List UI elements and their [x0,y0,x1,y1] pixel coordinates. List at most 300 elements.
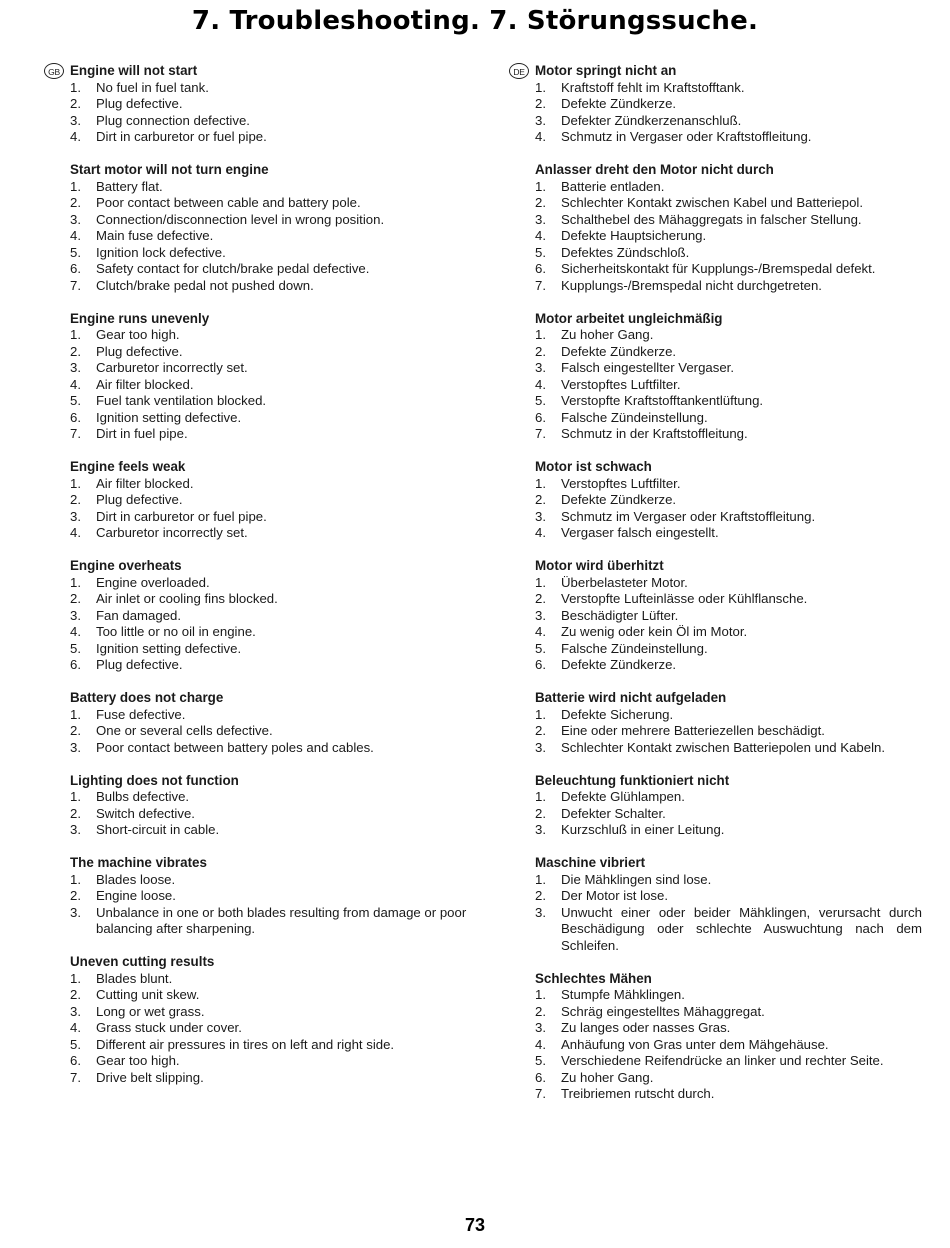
cause-list [509,179,922,295]
cause-text: Schalthebel des Mähaggregats in falscher Stellung. [561,211,862,227]
cause-item [44,261,474,278]
cause-number: 6. [70,1053,81,1068]
cause-number: 5. [70,1036,81,1052]
cause-number: 1. [70,871,81,887]
cause-text: Kupplungs-/Bremspedal nicht durchgetreten. [561,277,822,293]
troubleshooting-section [44,459,474,542]
cause-text: Switch defective. [96,805,195,821]
section-spacer [509,674,922,691]
cause-number: 2. [70,195,81,210]
cause-number: 4. [535,228,546,243]
cause-item [44,608,474,625]
cause-text: Fuel tank ventilation blocked. [96,393,267,408]
cause-number: 1. [535,987,546,1002]
cause-item [44,872,474,889]
cause-text: Anhäufung von Gras unter dem Mähgehäuse. [561,1036,829,1052]
section-heading [44,954,474,971]
cause-item [44,707,474,724]
cause-item [509,657,922,674]
cause-text: Long or wet grass. [96,1003,205,1019]
cause-item [509,228,922,245]
cause-number: 6. [535,1069,546,1085]
section-heading-text: The machine vibrates [70,855,207,870]
section-spacer [509,294,922,311]
cause-item [509,360,922,377]
cause-item [509,212,922,229]
german-column [509,63,922,1103]
cause-item [509,426,922,443]
cause-number: 3. [535,211,546,227]
language-badge: DE [509,63,529,79]
cause-number: 1. [535,789,546,804]
cause-text: Verstopfte Lufteinlässe oder Kühlflansche. [561,591,808,606]
cause-text: Dirt in fuel pipe. [96,426,188,441]
cause-number: 3. [535,360,546,375]
cause-number: 1. [535,706,546,722]
cause-item [509,80,922,97]
cause-text: Ignition lock defective. [96,244,226,260]
cause-item [44,96,474,113]
troubleshooting-section [509,162,922,294]
english-column [44,63,474,1086]
cause-number: 5. [535,244,546,260]
cause-number: 3. [70,211,81,227]
cause-text: Schmutz im Vergaser oder Kraftstoffleitung. [561,508,816,524]
cause-item [44,344,474,361]
cause-item [44,476,474,493]
cause-item [509,261,922,278]
cause-list [44,971,474,1087]
cause-item [44,1070,474,1087]
cause-number: 6. [535,409,546,425]
cause-list [44,872,474,938]
section-spacer [509,954,922,971]
cause-list [44,789,474,839]
cause-item [509,476,922,493]
cause-item [44,740,474,757]
section-heading-text: Motor wird überhitzt [535,558,664,573]
cause-item [44,393,474,410]
section-heading-text: Engine will not start [70,63,198,78]
section-heading [509,459,922,476]
cause-text: Engine overloaded. [96,574,210,590]
cause-text: One or several cells defective. [96,723,273,738]
section-heading [509,63,922,80]
cause-text: Drive belt slipping. [96,1069,204,1085]
cause-text: Bulbs defective. [96,789,190,804]
cause-item [44,245,474,262]
cause-number: 4. [535,1036,546,1052]
cause-item [44,575,474,592]
section-heading-text: Engine feels weak [70,459,186,474]
cause-text: Connection/disconnection level in wrong position. [96,211,385,227]
cause-text: Schmutz in der Kraftstoffleitung. [561,426,748,441]
cause-item [44,278,474,295]
section-spacer [44,839,474,856]
cause-number: 3. [535,1020,546,1035]
cause-number: 7. [535,1086,546,1101]
cause-item [44,179,474,196]
cause-list [509,476,922,542]
cause-text: Verstopfte Kraftstofftankentlüftung. [561,393,764,408]
cause-list [44,575,474,674]
cause-item [509,1020,922,1037]
section-heading-text: Schlechtes Mähen [535,970,652,986]
cause-item [509,624,922,641]
cause-number: 4. [70,1020,81,1035]
cause-item [44,360,474,377]
cause-text: Engine loose. [96,888,176,903]
cause-number: 5. [535,393,546,408]
section-heading-text: Start motor will not turn engine [70,162,269,177]
cause-number: 2. [70,343,81,359]
cause-text: Fuse defective. [96,706,186,722]
section-heading [509,558,922,575]
cause-text: Air filter blocked. [96,475,194,491]
cause-text: Kraftstoff fehlt im Kraftstofftank. [561,79,745,95]
cause-item [44,80,474,97]
section-spacer [44,443,474,460]
cause-item [509,888,922,905]
cause-number: 5. [535,640,546,656]
cause-number: 2. [535,888,546,903]
troubleshooting-section [509,690,922,756]
cause-text: Too little or no oil in engine. [96,624,256,639]
cause-item [509,113,922,130]
cause-text: Defekte Zündkerze. [561,492,677,507]
cause-number: 7. [535,277,546,293]
cause-number: 1. [70,706,81,722]
cause-number: 3. [535,607,546,623]
cause-number: 1. [70,789,81,804]
cause-number: 4. [70,129,81,144]
section-heading-text: Engine overheats [70,558,182,573]
cause-text: Poor contact between cable and battery pole. [96,195,361,210]
cause-item [509,195,922,212]
cause-text: Verschiedene Reifendrücke an linker und rechter Seite. [561,1053,884,1068]
cause-number: 6. [70,409,81,425]
troubleshooting-section [509,855,922,954]
cause-number: 2. [535,195,546,210]
cause-item [44,806,474,823]
section-spacer [44,674,474,691]
cause-number: 1. [70,178,81,194]
cause-text: Plug connection defective. [96,112,250,128]
cause-number: 7. [70,277,81,293]
troubleshooting-section [44,954,474,1086]
cause-number: 3. [70,360,81,375]
cause-text: Grass stuck under cover. [96,1020,242,1035]
troubleshooting-section [509,558,922,674]
cause-number: 7. [70,1069,81,1085]
troubleshooting-section [44,311,474,443]
cause-text: Schmutz in Vergaser oder Kraftstoffleitung. [561,129,812,144]
cause-item [509,245,922,262]
section-spacer [44,294,474,311]
section-heading [509,162,922,179]
cause-text: Poor contact between battery poles and cables. [96,739,374,755]
cause-item [44,113,474,130]
cause-text: Unwucht einer oder beider Mähklingen, verursacht durch Beschädigung oder schlechte Auswuchtung nach dem Schleifen. [561,904,922,953]
cause-list [509,987,922,1103]
cause-number: 4. [70,376,81,392]
section-heading [44,558,474,575]
section-heading-text: Motor springt nicht an [535,63,677,78]
cause-item [509,492,922,509]
cause-item [509,278,922,295]
cause-text: Ignition setting defective. [96,640,242,656]
cause-number: 2. [70,591,81,606]
cause-item [509,905,922,955]
section-heading [509,690,922,707]
section-heading [44,311,474,328]
cause-item [509,179,922,196]
cause-text: Defekte Zündkerze. [561,96,677,111]
cause-number: 3. [70,112,81,128]
cause-item [44,327,474,344]
cause-number: 1. [70,327,81,342]
cause-list [44,476,474,542]
section-spacer [509,756,922,773]
section-heading [44,162,474,179]
cause-text: Plug defective. [96,657,183,672]
section-heading-text: Battery does not charge [70,690,224,705]
cause-text: Defekte Hauptsicherung. [561,228,707,243]
cause-text: Main fuse defective. [96,228,214,243]
section-heading-text: Engine runs unevenly [70,310,210,326]
cause-item [509,1086,922,1103]
cause-item [509,575,922,592]
cause-text: Plug defective. [96,343,183,359]
cause-number: 2. [535,591,546,606]
cause-text: Clutch/brake pedal not pushed down. [96,277,314,293]
cause-item [509,822,922,839]
cause-number: 2. [535,805,546,821]
cause-text: Blades loose. [96,871,176,887]
cause-text: Vergaser falsch eingestellt. [561,525,719,540]
cause-text: Defektes Zündschloß. [561,244,690,260]
cause-text: Carburetor incorrectly set. [96,525,248,540]
troubleshooting-section [509,311,922,443]
troubleshooting-section [44,773,474,839]
cause-item [44,657,474,674]
cause-text: Beschädigter Lüfter. [561,607,679,623]
cause-item [509,1037,922,1054]
cause-number: 5. [70,244,81,260]
cause-number: 3. [70,607,81,623]
cause-list [509,789,922,839]
cause-item [44,723,474,740]
troubleshooting-section [509,459,922,542]
cause-item [44,624,474,641]
cause-number: 2. [70,888,81,903]
cause-text: Zu langes oder nasses Gras. [561,1020,731,1035]
cause-text: Defekter Zündkerzenanschluß. [561,112,742,128]
cause-item [509,393,922,410]
page-title: 7. Troubleshooting. 7. Störungssuche. [191,6,759,36]
cause-list [509,327,922,443]
cause-item [509,641,922,658]
troubleshooting-section [44,558,474,674]
cause-text: Dirt in carburetor or fuel pipe. [96,508,267,524]
cause-text: Short-circuit in cable. [96,822,220,837]
cause-item [44,509,474,526]
cause-number: 4. [535,129,546,144]
cause-number: 1. [70,970,81,986]
section-heading [509,855,922,872]
cause-number: 3. [535,822,546,837]
cause-number: 6. [535,261,546,276]
cause-number: 5. [70,393,81,408]
cause-list [44,179,474,295]
cause-item [509,1053,922,1070]
cause-item [44,525,474,542]
cause-item [44,426,474,443]
cause-item [509,525,922,542]
cause-text: Fan damaged. [96,607,182,623]
cause-text: Defekte Glühlampen. [561,789,685,804]
cause-number: 4. [70,525,81,540]
section-heading-text: Lighting does not function [70,772,239,788]
cause-text: Die Mähklingen sind lose. [561,871,712,887]
section-spacer [44,542,474,559]
cause-text: Defekte Sicherung. [561,706,674,722]
cause-text: Zu wenig oder kein Öl im Motor. [561,624,748,639]
cause-number: 4. [70,228,81,243]
page-number: 73 [464,1215,486,1235]
cause-item [509,707,922,724]
cause-number: 4. [535,624,546,639]
cause-text: Safety contact for clutch/brake pedal defective. [96,261,370,276]
cause-item [44,492,474,509]
cause-text: Plug defective. [96,96,183,111]
troubleshooting-section [44,855,474,938]
cause-list [44,707,474,757]
section-heading-text: Motor ist schwach [535,459,652,474]
cause-number: 6. [535,657,546,672]
cause-text: Sicherheitskontakt für Kupplungs-/Bremspedal defekt. [561,261,876,276]
cause-item [509,1004,922,1021]
cause-number: 1. [535,79,546,95]
cause-number: 2. [70,987,81,1002]
cause-list [509,872,922,955]
section-spacer [509,443,922,460]
cause-text: Schlechter Kontakt zwischen Batteriepolen und Kabeln. [561,739,886,755]
cause-number: 1. [535,178,546,194]
section-heading [509,773,922,790]
section-heading [509,971,922,988]
cause-number: 2. [70,96,81,111]
troubleshooting-section [44,690,474,756]
cause-text: Schlechter Kontakt zwischen Kabel und Batteriepol. [561,195,864,210]
section-heading-text: Uneven cutting results [70,954,215,969]
cause-item [509,377,922,394]
cause-item [509,740,922,757]
section-heading [44,63,474,80]
section-spacer [509,542,922,559]
cause-number: 6. [70,657,81,672]
cause-number: 5. [535,1053,546,1068]
section-heading-text: Beleuchtung funktioniert nicht [535,772,730,788]
cause-text: Falsch eingestellter Vergaser. [561,360,734,375]
cause-text: Plug defective. [96,492,183,507]
cause-number: 1. [535,327,546,342]
cause-text: Stumpfe Mähklingen. [561,987,685,1002]
cause-item [44,1020,474,1037]
cause-item [509,509,922,526]
cause-list [509,575,922,674]
cause-item [509,987,922,1004]
section-heading-text: Batterie wird nicht aufgeladen [535,690,727,705]
cause-text: Verstopftes Luftfilter. [561,475,681,491]
cause-item [509,723,922,740]
cause-number: 7. [535,426,546,441]
cause-text: Different air pressures in tires on left and right side. [96,1036,395,1052]
cause-number: 3. [70,904,81,920]
language-badge: GB [44,63,64,79]
cause-number: 7. [70,426,81,441]
cause-number: 2. [535,723,546,738]
troubleshooting-section [509,773,922,839]
cause-text: Verstopftes Luftfilter. [561,376,681,392]
cause-number: 3. [535,739,546,755]
cause-text: Battery flat. [96,178,163,194]
cause-text: Blades blunt. [96,970,173,986]
section-heading [509,311,922,328]
cause-number: 3. [70,1003,81,1019]
cause-number: 4. [535,525,546,540]
cause-text: Ignition setting defective. [96,409,242,425]
cause-item [509,789,922,806]
cause-item [509,608,922,625]
cause-text: Schräg eingestelltes Mähaggregat. [561,1003,765,1019]
cause-item [509,129,922,146]
cause-text: Gear too high. [96,327,180,342]
troubleshooting-section [44,63,474,146]
cause-item [44,822,474,839]
cause-number: 6. [70,261,81,276]
cause-number: 1. [70,574,81,590]
cause-text: Eine oder mehrere Batteriezellen beschädigt. [561,723,825,738]
section-heading-text: Anlasser dreht den Motor nicht durch [535,162,774,177]
section-heading-text: Motor arbeitet ungleichmäßig [535,310,723,326]
cause-number: 1. [535,574,546,590]
cause-number: 3. [70,508,81,524]
cause-item [44,789,474,806]
cause-item [509,410,922,427]
cause-number: 2. [70,492,81,507]
cause-number: 2. [535,1003,546,1019]
cause-number: 2. [535,343,546,359]
section-heading [44,855,474,872]
cause-text: Air inlet or cooling fins blocked. [96,591,278,606]
cause-number: 2. [70,723,81,738]
section-spacer [509,839,922,856]
section-heading [44,459,474,476]
cause-text: Der Motor ist lose. [561,888,668,903]
troubleshooting-section [509,63,922,146]
cause-item [44,1037,474,1054]
troubleshooting-section [509,971,922,1103]
cause-text: Defekter Schalter. [561,805,666,821]
cause-text: Überbelasteter Motor. [561,574,688,590]
cause-number: 3. [535,904,546,920]
cause-item [509,96,922,113]
cause-list [509,80,922,146]
cause-number: 2. [70,805,81,821]
cause-item [44,971,474,988]
cause-item [44,888,474,905]
